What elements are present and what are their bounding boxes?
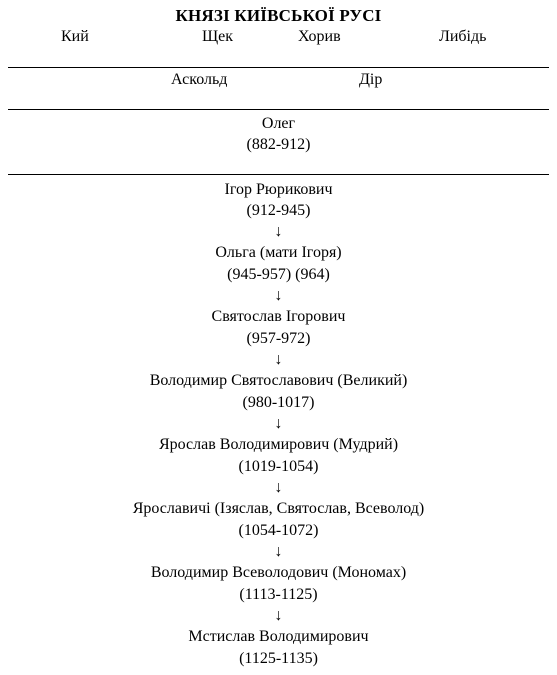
down-arrow-icon: ↓	[274, 543, 283, 560]
lineage-name-7: Мстислав Володимирович	[188, 628, 369, 645]
divider-1	[8, 67, 549, 68]
lineage-name-2: Святослав Ігорович	[211, 308, 346, 325]
lineage-name-3: Володимир Святославович (Великий)	[149, 372, 408, 389]
prince-dir: Дір	[359, 71, 383, 88]
lineage-name-5: Ярославичі (Ізяслав, Святослав, Всеволод)	[132, 500, 425, 517]
divider-2	[8, 109, 549, 110]
down-arrow-icon: ↓	[274, 351, 283, 368]
oleg-years: (882-912)	[246, 136, 311, 153]
lineage-years-0: (912-945)	[246, 202, 311, 219]
divider-3	[8, 174, 549, 175]
lineage-years-6: (1113-1125)	[239, 586, 318, 603]
down-arrow-icon: ↓	[274, 607, 283, 624]
founder-khoryv: Хорив	[298, 28, 341, 45]
lineage-years-7: (1125-1135)	[239, 650, 318, 667]
lineage-years-1: (945-957) (964)	[227, 266, 330, 283]
founder-shchek: Щек	[202, 28, 234, 45]
prince-askold: Аскольд	[171, 71, 228, 88]
lineage-years-2: (957-972)	[246, 330, 311, 347]
lineage-name-6: Володимир Всеволодович (Мономах)	[150, 564, 407, 581]
oleg-name: Олег	[261, 115, 296, 132]
lineage-years-4: (1019-1054)	[238, 458, 319, 475]
lineage-years-5: (1054-1072)	[238, 522, 319, 539]
lineage-name-0: Ігор Рюрикович	[224, 181, 333, 198]
founder-kyi: Кий	[61, 28, 89, 45]
page-title: КНЯЗІ КИЇВСЬКОЇ РУСІ	[175, 6, 382, 25]
founder-lybid: Либідь	[439, 28, 487, 45]
down-arrow-icon: ↓	[274, 479, 283, 496]
down-arrow-icon: ↓	[274, 415, 283, 432]
lineage-name-1: Ольга (мати Ігоря)	[215, 244, 342, 261]
down-arrow-icon: ↓	[274, 223, 283, 240]
down-arrow-icon: ↓	[274, 287, 283, 304]
lineage-years-3: (980-1017)	[242, 394, 315, 411]
lineage-name-4: Ярослав Володимирович (Мудрий)	[158, 436, 399, 453]
